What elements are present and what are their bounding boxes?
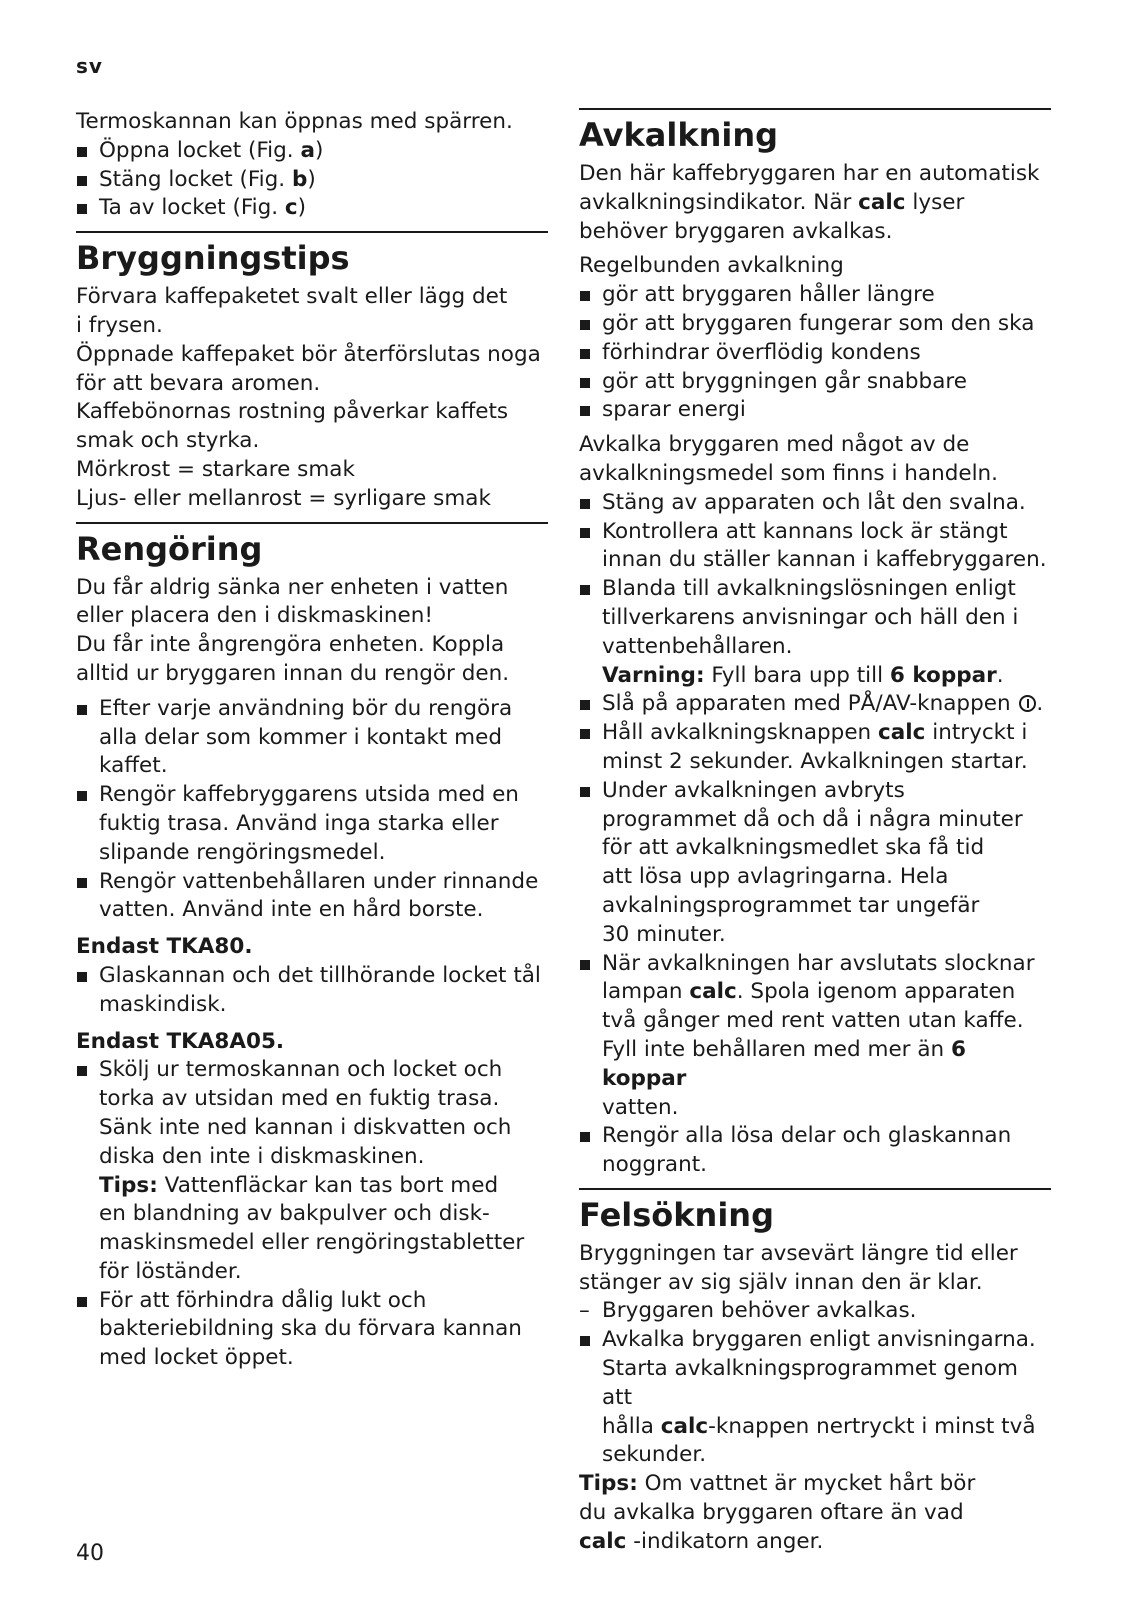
tka80-heading: Endast TKA80. (76, 934, 253, 960)
brewing-tips-text: Förvara kaffepaketet svalt eller lägg det i frysen. Öppnade kaffepaket bör återförslutas noga för att bevara aromen. Kaffebönornas rostning påverkar kaffets smak och styrka. Mörkrost = starkare smak Ljus- eller mellanrost = syrligare smak (76, 284, 541, 511)
left-column (76, 108, 548, 1373)
list-item: Håll avkalkningsknappen calc intryckt i minst 2 sekunder. Avkalkningen startar. (602, 720, 1028, 774)
list-item: förhindrar överflödig kondens (602, 339, 921, 365)
descaling-agent-text: Avkalka bryggaren med något av de avkalkningsmedel som finns i handeln. (579, 432, 999, 486)
descaling-steps-list (579, 489, 1051, 1180)
list-item: Stäng locket (Fig. b) (99, 166, 316, 192)
thermos-intro: Termoskannan kan öppnas med spärren. (76, 109, 513, 134)
tka8a05-list (76, 1056, 548, 1373)
list-item: Stäng av apparaten och låt den svalna. (602, 489, 1026, 515)
cleaning-section (76, 522, 548, 1374)
section-title: Bryggningstips (76, 239, 350, 278)
cleaning-steps-list (76, 695, 548, 925)
list-item: Under avkalkningen avbryts programmet då och då i några minuter för att avkalkningsmedlet ska få tid att lösa upp avlagringarna. Hela avkalningsprogrammet tar ungefär 30 minuter. (602, 777, 1023, 947)
list-item: Skölj ur termoskannan och locket och torka av utsidan med en fuktig trasa. Sänk inte ned kannan i diskvatten och diska den inte i diskmaskinen. Tips: Vattenfläckar kan tas bort med en blandning av bakpulver och disk- maskinsmedel eller rengöringstabletter för löständer. (99, 1057, 525, 1284)
list-item: Kontrollera att kannans lock är stängt innan du ställer kannan i kaffebryggaren. (602, 518, 1047, 573)
list-item: Efter varje användning bör du rengöra alla delar som kommer i kontakt med kaffet. (99, 695, 513, 779)
right-column (579, 108, 1051, 1557)
list-item: Rengör kaffebryggarens utsida med en fuktig trasa. Använd inga starka eller slipande rengöringsmedel. (99, 782, 519, 865)
list-item: Öppna locket (Fig. a) (99, 137, 324, 163)
list-item: Bryggaren behöver avkalkas. (602, 1298, 917, 1324)
list-item: sparar energi (602, 397, 746, 423)
list-item: Rengör alla lösa delar och glaskannan noggrant. (602, 1123, 1012, 1178)
cleaning-warning-text: Du får aldrig sänka ner enheten i vatten eller placera den i diskmaskinen! Du får inte ångrengöra enheten. Koppla alltid ur bryggaren innan du rengör den. (76, 574, 510, 686)
troubleshooting-tip: Tips: Om vattnet är mycket hårt bör du avkalka bryggaren oftare än vad calc -indikatorn anger. (579, 1471, 976, 1554)
descaling-intro: Den här kaffebryggaren har en automatisk avkalkningsindikator. När calc lyser behöver bryggaren avkalkas. (579, 161, 1040, 244)
list-item: gör att bryggaren fungerar som den ska (602, 310, 1035, 336)
list-item: Avkalka bryggaren enligt anvisningarna. Starta avkalkningsprogrammet genom att hålla calc-knappen nertryckt i minst två sekunder. (602, 1327, 1036, 1468)
tka80-list (76, 962, 548, 1020)
descaling-section (579, 108, 1051, 1180)
regular-descaling-label: Regelbunden avkalkning (579, 253, 844, 279)
troubleshooting-list (579, 1297, 1051, 1470)
section-title: Felsökning (579, 1195, 774, 1234)
list-item: Rengör vattenbehållaren under rinnande vatten. Använd inte en hård borste. (99, 868, 539, 923)
benefits-list (579, 281, 1051, 425)
page-number: 40 (76, 1541, 104, 1566)
section-title: Avkalkning (579, 116, 779, 154)
list-item: gör att bryggningen går snabbare (602, 368, 967, 394)
language-code: sv (76, 54, 103, 78)
tka8a05-heading: Endast TKA8A05. (76, 1028, 285, 1054)
list-item: Blanda till avkalkningslösningen enligt tillverkarens anvisningar och häll den i vattenbehållaren. Varning: Fyll bara upp till 6 koppar. (602, 576, 1019, 688)
list-item: Slå på apparaten med PÅ/AV-knappen . (602, 691, 1044, 717)
brewing-tips-section (76, 231, 548, 513)
list-item: För att förhindra dålig lukt och bakteriebildning ska du förvara kannan med locket öppet. (99, 1287, 522, 1371)
list-item: gör att bryggaren håller längre (602, 282, 935, 308)
lid-instructions-list (76, 137, 548, 223)
troubleshooting-problem: Bryggningen tar avsevärt längre tid eller stänger av sig själv innan den är klar. (579, 1240, 1018, 1295)
power-icon (1019, 695, 1036, 712)
list-item: Ta av locket (Fig. c) (99, 195, 307, 221)
troubleshooting-section (579, 1188, 1051, 1557)
list-item: När avkalkningen har avslutats slocknar lampan calc. Spola igenom apparaten två gånger med rent vatten utan kaffe. Fyll inte behållaren med mer än 6 koppar vatten. (602, 950, 1035, 1120)
section-title: Rengöring (76, 529, 263, 568)
list-item: Glaskannan och det tillhörande locket tål maskindisk. (99, 962, 541, 1017)
